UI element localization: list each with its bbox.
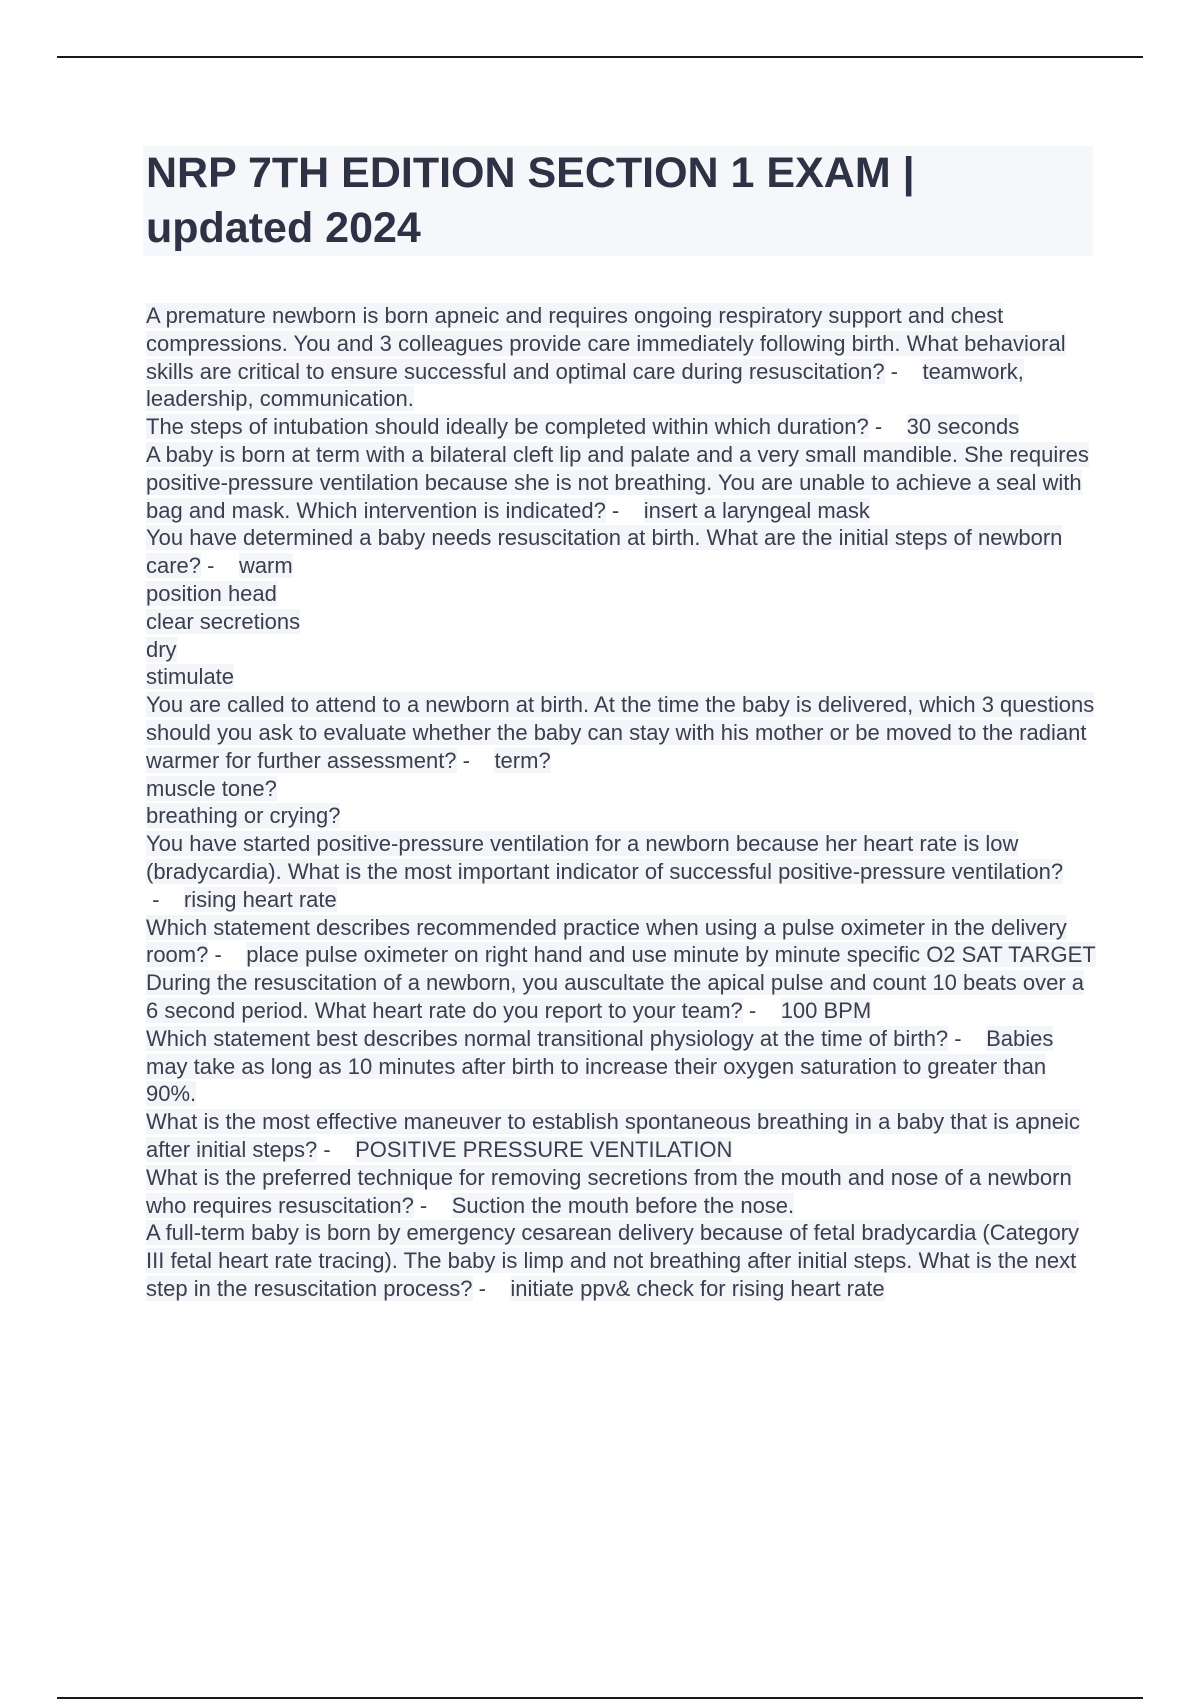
question-text: A baby is born at term with a bilateral cleft lip and palate and a very small mandible. She requires positive-pressure ventilation because she is not breathing. You are unable to achieve a seal with bag and mask. Which intervention is indicated? bbox=[146, 441, 1089, 523]
qa-item bbox=[146, 1025, 1096, 1108]
qa-list bbox=[146, 302, 1096, 1303]
answer-separator: - bbox=[413, 1192, 452, 1218]
answer-text: insert a laryngeal mask bbox=[643, 497, 870, 523]
answer-text: POSITIVE PRESSURE VENTILATION bbox=[355, 1136, 733, 1162]
question-text: You are called to attend to a newborn at birth. At the time the baby is delivered, which 3 questions should you ask to evaluate whether the baby can stay with his mother or be moved to the radiant warmer for further assessment? bbox=[146, 692, 1095, 773]
answer-line bbox=[146, 608, 1096, 636]
answer-line-text: breathing or crying? bbox=[146, 803, 341, 829]
answer-text: 30 seconds bbox=[906, 414, 1020, 440]
answer-separator: - bbox=[742, 997, 781, 1023]
answer-separator: - bbox=[201, 553, 239, 579]
answer-line bbox=[146, 802, 1096, 830]
question-text: During the resuscitation of a newborn, you auscultate the apical pulse and count 10 beats over a 6 second period. What heart rate do you report to your team? bbox=[146, 970, 1085, 1023]
answer-line bbox=[146, 636, 1096, 664]
answer-line-text: stimulate bbox=[146, 664, 235, 690]
answer-text: initiate ppv& check for rising heart rate bbox=[510, 1275, 885, 1301]
qa-item bbox=[146, 1108, 1096, 1164]
qa-item bbox=[146, 830, 1096, 913]
qa-item bbox=[146, 914, 1096, 970]
qa-item bbox=[146, 969, 1096, 1025]
question-text: You have started positive-pressure ventilation for a newborn because her heart rate is low (bradycardia). What is the most important indicator of successful positive-pressure ventilation? bbox=[146, 831, 1064, 884]
answer-text: warm bbox=[238, 553, 293, 579]
question-text: What is the most effective maneuver to establish spontaneous breathing in a baby that is apneic after initial steps? bbox=[146, 1109, 1080, 1162]
page-title: NRP 7TH EDITION SECTION 1 EXAM | updated 2024 bbox=[146, 149, 915, 252]
bottom-rule bbox=[57, 1697, 1143, 1699]
answer-separator: - bbox=[605, 497, 644, 523]
answer-text: rising heart rate bbox=[183, 886, 337, 912]
question-text: You have determined a baby needs resuscitation at birth. What are the initial steps of newborn care? bbox=[146, 525, 1063, 579]
answer-line bbox=[146, 663, 1096, 691]
answer-text: term? bbox=[494, 747, 551, 773]
answer-separator: - bbox=[948, 1025, 987, 1051]
answer-separator: - bbox=[456, 747, 495, 773]
answer-line-text: position head bbox=[146, 580, 277, 606]
question-text: What is the preferred technique for removing secretions from the mouth and nose of a newborn who requires resuscitation? bbox=[146, 1164, 1072, 1218]
qa-item bbox=[146, 1219, 1096, 1302]
answer-line-text: muscle tone? bbox=[146, 775, 277, 801]
top-rule bbox=[57, 56, 1143, 58]
answer-line-text: dry bbox=[146, 636, 177, 662]
answer-separator: - bbox=[868, 414, 907, 440]
question-text: A full-term baby is born by emergency cesarean delivery because of fetal bradycardia (Category III fetal heart rate tracing). The baby is limp and not breathing after initial steps. What is the next step in the resuscitation process? bbox=[146, 1220, 1080, 1301]
answer-line bbox=[146, 775, 1096, 803]
qa-item bbox=[146, 302, 1096, 413]
answer-text: Babies may take as long as 10 minutes after birth to increase their oxygen saturation to greater than 90%. bbox=[146, 1025, 1054, 1107]
answer-separator: - bbox=[884, 358, 923, 384]
qa-item bbox=[146, 1164, 1096, 1220]
qa-item bbox=[146, 413, 1096, 441]
answer-text: 100 BPM bbox=[780, 997, 872, 1023]
answer-separator: - bbox=[208, 942, 247, 968]
question-text: A premature newborn is born apneic and requires ongoing respiratory support and chest compressions. You and 3 colleagues provide care immediately following birth. What behavioral skills are critical to ensure successful and optimal care during resuscitation? bbox=[146, 303, 1066, 384]
question-text: Which statement describes recommended practice when using a pulse oximeter in the delivery room? bbox=[146, 914, 1067, 968]
answer-line-text: clear secretions bbox=[146, 608, 301, 634]
answer-separator: - bbox=[146, 886, 184, 912]
answer-text: place pulse oximeter on right hand and use minute by minute specific O2 SAT TARGET bbox=[246, 942, 1096, 968]
answer-text: Suction the mouth before the nose. bbox=[451, 1192, 795, 1218]
answer-text: teamwork, leadership, communication. bbox=[146, 358, 1024, 412]
answer-line bbox=[146, 580, 1096, 608]
question-text: Which statement best describes normal transitional physiology at the time of birth? bbox=[146, 1025, 949, 1051]
answer-separator: - bbox=[472, 1275, 511, 1301]
question-text: The steps of intubation should ideally be completed within which duration? bbox=[146, 414, 869, 440]
qa-item bbox=[146, 524, 1096, 691]
qa-item bbox=[146, 441, 1096, 524]
answer-separator: - bbox=[317, 1136, 356, 1162]
qa-item bbox=[146, 691, 1096, 830]
